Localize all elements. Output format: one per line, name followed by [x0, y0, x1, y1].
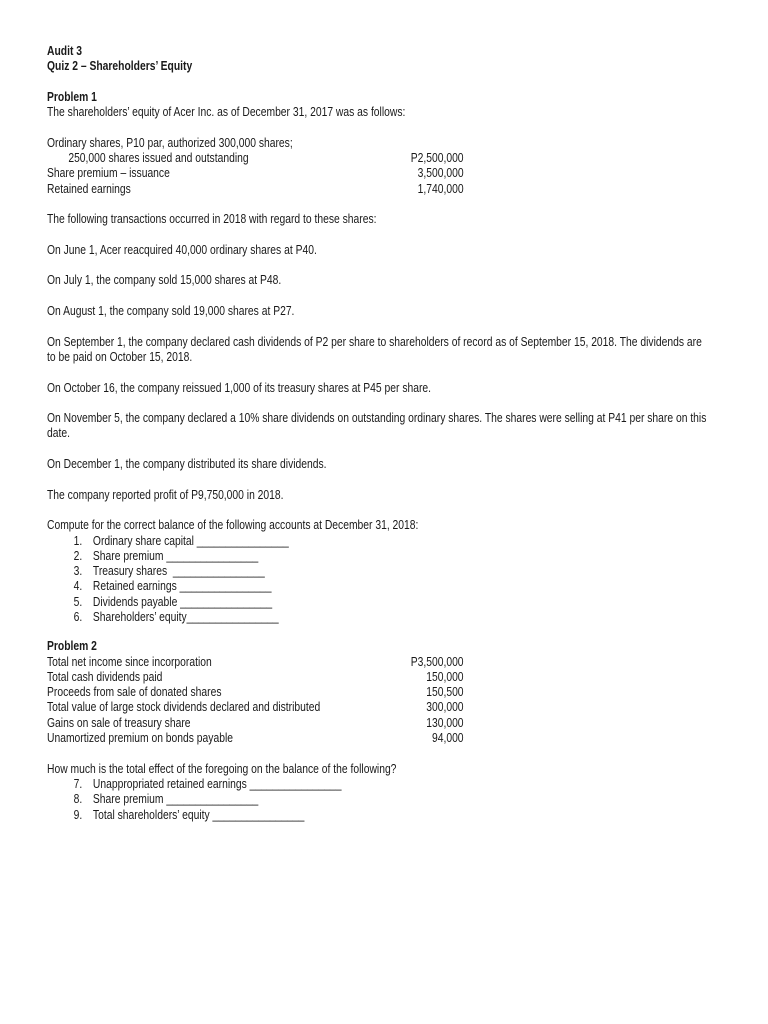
- transaction-paragraph: On July 1, the company sold 15,000 shares at P48.: [47, 273, 282, 288]
- question-number: 9.: [73, 807, 83, 822]
- equity-row-ordinary: [47, 151, 464, 166]
- problem-2-question-intro: How much is the total effect of the foregoing on the balance of the following?: [47, 761, 397, 776]
- compute-intro: Compute for the correct balance of the following accounts at December 31, 2018:: [47, 518, 419, 533]
- problem-2-row: [47, 700, 464, 715]
- document-header: [47, 44, 711, 75]
- problem-2-amount: 300,000: [426, 700, 464, 715]
- question-text: Share premium ________________: [92, 548, 259, 563]
- problem-2-title: Problem 2: [47, 639, 97, 654]
- quiz-document: [47, 44, 711, 823]
- question-text: Treasury shares ________________: [92, 564, 265, 579]
- problem-2-row: [47, 716, 464, 731]
- question-text: Unappropriated retained earnings ________________: [92, 776, 342, 791]
- transaction-paragraph: The company reported profit of P9,750,000 in 2018.: [47, 487, 284, 502]
- transaction-paragraph: On December 1, the company distributed its share dividends.: [47, 457, 327, 472]
- problem-2-label: Unamortized premium on bonds payable: [47, 731, 233, 746]
- problem-2-amount: 94,000: [431, 731, 464, 746]
- question-text: Share premium ________________: [92, 792, 259, 807]
- problem-2-row: [47, 655, 464, 670]
- transaction-paragraph: On October 16, the company reissued 1,000 of its treasury shares at P45 per share.: [47, 380, 432, 395]
- problem-2: [47, 639, 711, 823]
- problem-1-questions: [47, 534, 711, 626]
- transaction-paragraph: On August 1, the company sold 19,000 shares at P27.: [47, 304, 295, 319]
- equity-premium-label: Share premium – issuance: [47, 166, 170, 181]
- question-number: 5.: [73, 594, 83, 609]
- problem-2-amount: 150,500: [426, 685, 464, 700]
- problem-2-row: [47, 670, 464, 685]
- equity-ordinary-line1: Ordinary shares, P10 par, authorized 300,000 shares;: [47, 135, 293, 150]
- transaction-paragraph: On June 1, Acer reacquired 40,000 ordinary shares at P40.: [47, 242, 317, 257]
- question-item: [47, 777, 711, 792]
- question-number: 7.: [73, 776, 83, 791]
- equity-retained-amount: 1,740,000: [417, 181, 464, 196]
- question-number: 2.: [73, 548, 83, 563]
- problem-1-title: Problem 1: [47, 89, 97, 104]
- transaction-paragraph: On November 5, the company declared a 10% share dividends on outstanding ordinary shares. The shares were selling at P41 per share on this date.: [47, 411, 707, 441]
- question-item: [47, 610, 711, 625]
- problem-2-label: Gains on sale of treasury share: [47, 715, 191, 730]
- equity-row-premium: [47, 166, 464, 181]
- problem-2-row: [47, 731, 464, 746]
- equity-ordinary-amount: P2,500,000: [410, 151, 464, 166]
- question-text: Retained earnings ________________: [92, 579, 272, 594]
- problem-1-intro: The shareholders’ equity of Acer Inc. as of December 31, 2017 was as follows:: [47, 105, 406, 120]
- problem-2-label: Total cash dividends paid: [47, 669, 163, 684]
- question-number: 4.: [73, 579, 83, 594]
- question-number: 3.: [73, 564, 83, 579]
- problem-2-label: Total net income since incorporation: [47, 654, 212, 669]
- problem-2-table: [47, 655, 711, 747]
- equity-ordinary-line2: 250,000 shares issued and outstanding: [68, 151, 249, 166]
- question-item: [47, 808, 711, 823]
- equity-row-retained: [47, 182, 464, 197]
- problem-2-label: Proceeds from sale of donated shares: [47, 685, 222, 700]
- question-text: Dividends payable ________________: [92, 594, 273, 609]
- transaction-paragraph: On September 1, the company declared cash dividends of P2 per share to shareholders of record as of September 15, 2018. The dividends are to be paid on October 15, 2018.: [47, 334, 702, 364]
- question-text: Ordinary share capital ________________: [92, 533, 289, 548]
- equity-premium-amount: 3,500,000: [417, 166, 464, 181]
- question-item: [47, 595, 711, 610]
- problem-2-row: [47, 685, 464, 700]
- quiz-title: Quiz 2 – Shareholders’ Equity: [47, 59, 193, 74]
- transactions-intro: The following transactions occurred in 2018 with regard to these shares:: [47, 212, 377, 227]
- problem-2-amount: P3,500,000: [410, 654, 464, 669]
- question-item: [47, 579, 711, 594]
- problem-2-label: Total value of large stock dividends declared and distributed: [47, 700, 321, 715]
- question-item: [47, 564, 711, 579]
- problem-1: [47, 90, 711, 625]
- question-number: 1.: [73, 533, 83, 548]
- question-number: 8.: [73, 792, 83, 807]
- problem-2-questions: [47, 777, 711, 823]
- question-text: Total shareholders’ equity ________________: [92, 807, 305, 822]
- question-item: [47, 792, 711, 807]
- question-item: [47, 549, 711, 564]
- question-number: 6.: [73, 609, 83, 624]
- course-title: Audit 3: [47, 44, 83, 58]
- equity-retained-label: Retained earnings: [47, 181, 131, 196]
- question-item: [47, 534, 711, 549]
- equity-table: [47, 136, 711, 197]
- problem-2-amount: 150,000: [426, 669, 464, 684]
- problem-2-amount: 130,000: [426, 715, 464, 730]
- question-text: Shareholders’ equity________________: [92, 609, 279, 624]
